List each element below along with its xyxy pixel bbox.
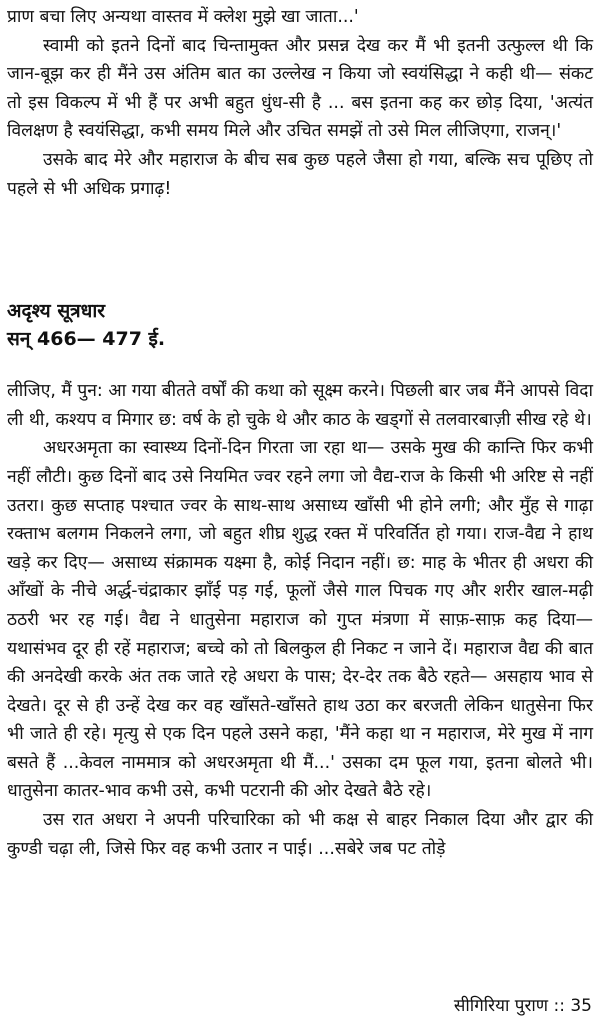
paragraph: उसके बाद मेरे और महाराज के बीच सब कुछ पहले जैसा हो गया, बल्कि सच पूछिए तो पहले से भी अधिक प्रगाढ़! <box>7 149 593 199</box>
page-footer: सीगिरिया पुराण :: 35 <box>453 996 592 1016</box>
section-title: अदृश्य सूत्रधार <box>7 300 106 323</box>
section-date: सन् 466— 477 ई. <box>7 328 166 351</box>
paragraph: उस रात अधरा ने अपनी परिचारिका को भी कक्ष से बाहर निकाल दिया और द्वार की कुण्डी चढ़ा ली, जिसे फिर वह कभी उतार न पाई। ...सबेरे जब पट तोड़े <box>7 810 593 859</box>
paragraph: अधरअमृता का स्वास्थ्य दिनों-दिन गिरता जा रहा था— उसके मुख की कान्ति फिर कभी नहीं लौटी। कुछ दिनों बाद उसे नियमित ज्वर रहने लगा जो वैद्य-राज के किसी भी अरिष्ट से नहीं उतरा। कुछ सप्ताह पश्चात ज्वर के साथ-साथ असाध्य खाँसी भी होने लगी; और मुँह से गाढ़ा रक्ताभ बलगम निकलने लगा, जो बहुत शीघ्र शुद्ध रक्त में परिवर्तित हो गया। राज-वैद्य ने हाथ खड़े कर दिए— असाध्य संक्रामक यक्ष्मा है, कोई निदान नहीं। छ: माह के भीतर ही अधरा की आँखों के नीचे अर्द्ध-चंद्राकार झाँई पड़ गई, फूलों जैसे गाल पिचक गए और शरीर खाल-मढ़ी ठठरी भर रह गई। वैद्य ने धातुसेना महाराज को गुप्त मंत्रणा में साफ़-साफ़ कह दिया— यथासंभव दूर ही रहें महाराज; बच्चे को तो बिलकुल ही निकट न जाने दें। महाराज वैद्य की बात की अनदेखी करके अंत तक जाते रहे अधरा के पास; देर-देर तक बैठे रहते— असहाय भाव से देखते। दूर से ही उन्हें देख कर वह खाँसते-खाँसते हाथ उठा कर बरजती लेकिन धातुसेना फिर भी जाते ही रहे। मृत्यु से एक दिन पहले उसने कहा, 'मैंने कहा था न महाराज, मेरे मुख में नाग बसते हैं ...केवल नाममात्र को अधरअमृता थी मैं...' उसका दम फूल गया, इतना बोलते भी। धातुसेना कातर-भाव कभी उसे, कभी पटरानी की ओर देखते बैठे रहे। <box>7 438 593 802</box>
paragraph: स्वामी को इतने दिनों बाद चिन्तामुक्त और प्रसन्न देख कर मैं भी इतनी उत्फुल्ल थी कि जान-बूझ कर ही मैंने उस अंतिम बात का उल्लेख न किया जो स्वयंसिद्धा ने कही थी— संकट तो इस विकल्प में भी हैं पर अभी बहुत धुंध-सी है ... बस इतना कह कर छोड़ दिया, 'अत्यंत विलक्षण है स्वयंसिद्धा, कभी समय मिले और उचित समझें तो उसे मिल लीजिएगा, राजन्।' <box>7 35 593 142</box>
book-page <box>7 0 593 863</box>
paragraph: लीजिए, मैं पुन: आ गया बीतते वर्षों की कथा को सूक्ष्म करने। पिछली बार जब मैंने आपसे विदा ली थी, कश्यप व मिगार छ: वर्ष के हो चुके थे और काठ के खड्गों से तलवारबाज़ी सीख रहे थे। <box>7 381 593 430</box>
paragraph: प्राण बचा लिए अन्यथा वास्तव में क्लेश मुझे खा जाता...' <box>7 7 359 27</box>
